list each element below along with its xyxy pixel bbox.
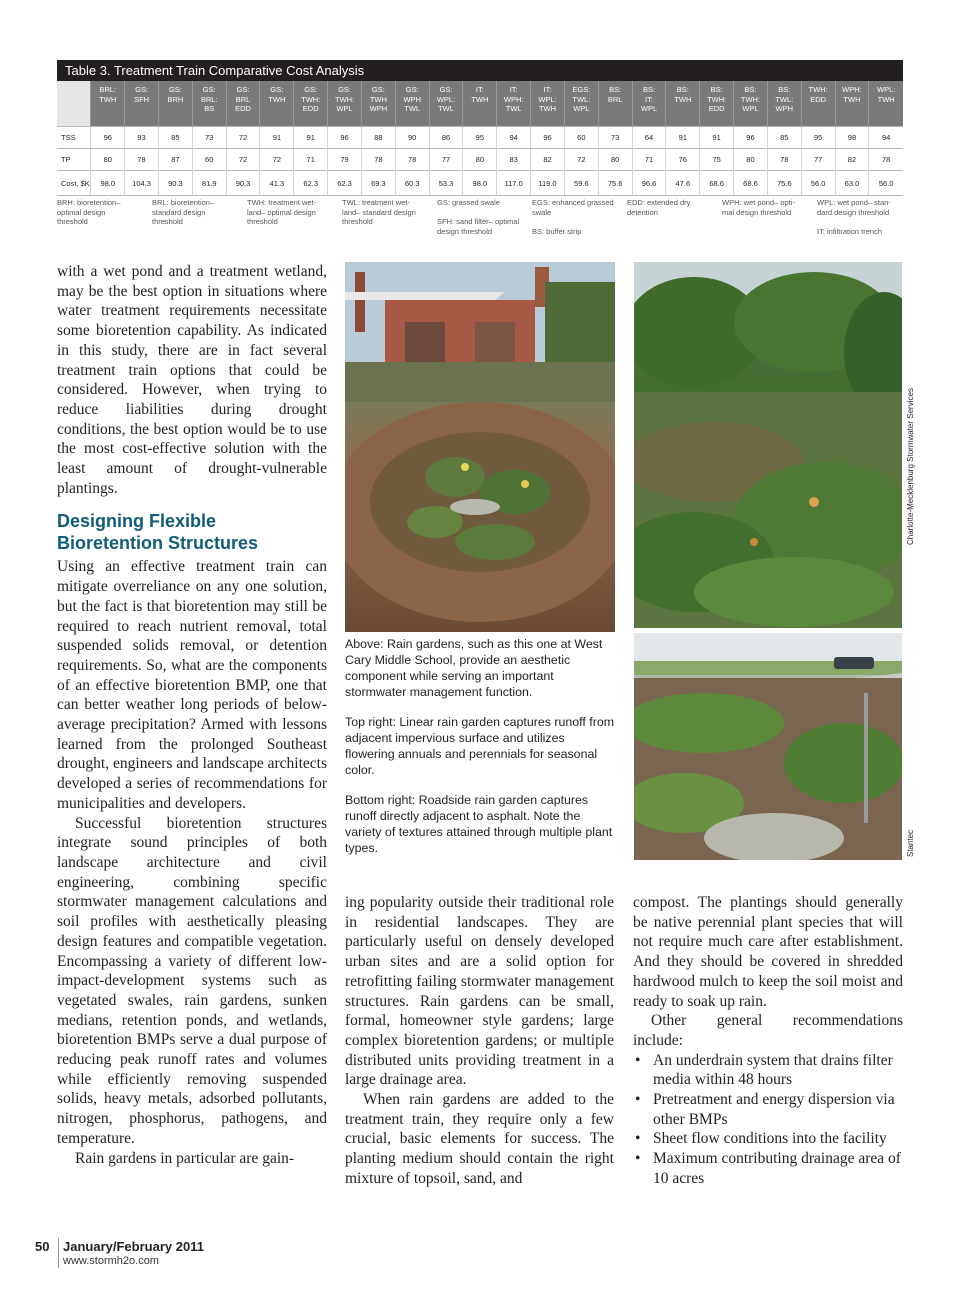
table-cell: 80 — [598, 149, 632, 171]
list-item: • Sheet flow conditions into the facility — [635, 1130, 887, 1148]
table-cell: 60.3 — [395, 171, 429, 196]
table-column-header: BRL: TWH — [91, 81, 125, 127]
list-item: • Maximum contributing drainage area of 10 acres — [635, 1150, 901, 1187]
table-cell: 76 — [666, 149, 700, 171]
photo-credit-bottom: Stantec — [906, 829, 915, 857]
legend-entry: WPL: wet pond– stan- dard design threshold IT: infiltration trench — [817, 198, 891, 236]
table-cell: 47.6 — [666, 171, 700, 196]
table-cell: 60 — [192, 149, 226, 171]
table-legend — [57, 198, 903, 238]
page-number: 50 — [35, 1239, 50, 1254]
table-cell: 68.6 — [734, 171, 768, 196]
table-column-header: BS: TWH: EDD — [700, 81, 734, 127]
table-cell: 95 — [801, 127, 835, 149]
table-cell: 78 — [767, 149, 801, 171]
legend-entry: BRH: bioretention– optimal design threshold — [57, 198, 121, 226]
table-column-header: GS: WPH TWL — [395, 81, 429, 127]
table-cell: 72 — [226, 149, 260, 171]
table-cell: 60 — [564, 127, 598, 149]
body-paragraph: Using an effective treatment train can mitigate overreliance on any one solution, but the fact is that bioretention may still be required to reach nutrient removal, total suspended solids removal, or detention requirements. So, what are the components of an effective bioretention BMP, one that can better weather long periods of below-average precipitation? Armed with lessons learned from the prolonged Southeast drought, engineers and landscape architects developed a series of recommendations for municipalities and developers. — [57, 558, 327, 812]
legend-entry: EDD: extended dry detention — [627, 198, 691, 217]
right-text-column — [633, 893, 903, 1189]
table-cell: 88 — [361, 127, 395, 149]
table-column-header: WPL: TWH — [869, 81, 903, 127]
linear-rain-garden-photo — [634, 262, 902, 628]
table-cell: 82 — [531, 149, 565, 171]
table-column-header: GS: TWH: WPL — [328, 81, 362, 127]
table-cell: 80 — [734, 149, 768, 171]
photo-credit-top: Charlotte-Mecklenburg Stormwater Services — [906, 388, 915, 545]
legend-entry: TWL: treatment wet- land– standard design threshold — [342, 198, 416, 226]
table-column-header: GS: BRH — [158, 81, 192, 127]
table-cell: 85 — [767, 127, 801, 149]
table-cell: 91 — [666, 127, 700, 149]
body-paragraph: Other general recommendations include: — [633, 1012, 903, 1049]
table-cell: 98.0 — [463, 171, 497, 196]
website-url: www.stormh2o.com — [63, 1255, 159, 1267]
table-cell: 73 — [192, 127, 226, 149]
table-cell: 71 — [294, 149, 328, 171]
table-cell: 69.3 — [361, 171, 395, 196]
row-label: TP — [57, 149, 91, 171]
middle-text-column — [345, 893, 614, 1189]
body-paragraph: Successful bioretention structures integrate sound principles of both landscape architecture and civil engineering, combining specific stormwater management calculations and soil profiles with aesthetically pleasing design features and compatible vegetation. Encompassing a variety of different low-impact-development systems such as vegetated swales, rain gardens, sunken medians, retention ponds, and wetlands, bioretention BMPs serve a dual purpose of reducing peak runoff rates and volumes while efficiently removing suspended solids, heavy metals, adsorbed pollutants, nitrogen, phosphorus, pathogens, and temperature. — [57, 814, 327, 1147]
table-cell: 72 — [260, 149, 294, 171]
table-cell: 75.6 — [767, 171, 801, 196]
table-cell: 75 — [700, 149, 734, 171]
table-cell: 83 — [497, 149, 531, 171]
row-label: TSS — [57, 127, 91, 149]
table-cell: 104.3 — [125, 171, 159, 196]
left-text-column — [57, 262, 327, 1168]
body-paragraph: ing popularity outside their traditional role in residential landscapes. They are particularly useful on densely developed urban sites and are a solid option for retrofitting failing stormwater management structures. Rain gardens can be small, formal, homeowner style gardens; large complex bioretention gardens; or multiple distributed units providing treatment in a large drainage area. — [345, 894, 614, 1089]
table-cell: 91 — [294, 127, 328, 149]
table-cell: 90.3 — [158, 171, 192, 196]
table-column-header: BS: TWL: WPH — [767, 81, 801, 127]
table-cell: 94 — [497, 127, 531, 149]
cost-table-grid — [57, 81, 903, 196]
row-label: Cost, $K — [57, 171, 91, 196]
table-row — [57, 149, 903, 171]
table-column-header: BS: TWH: WPL — [734, 81, 768, 127]
table-cell: 72 — [564, 149, 598, 171]
table-column-header: TWH: EDD — [801, 81, 835, 127]
table-cell: 71 — [632, 149, 666, 171]
table-cell: 85 — [158, 127, 192, 149]
table-header-row — [57, 81, 903, 127]
table-column-header: GS: TWH WPH — [361, 81, 395, 127]
table-column-header: BS: BRL — [598, 81, 632, 127]
table-cell: 96 — [734, 127, 768, 149]
table-cell: 62.3 — [294, 171, 328, 196]
table-column-header: GS: TWH — [260, 81, 294, 127]
table-cell: 98 — [835, 127, 869, 149]
table-cell: 78 — [361, 149, 395, 171]
table-cell: 78 — [869, 149, 903, 171]
table-title: Table 3. Treatment Train Comparative Cost Analysis — [57, 60, 903, 81]
table-column-header: GS: TWH: EDD — [294, 81, 328, 127]
table-cell: 82 — [835, 149, 869, 171]
table-column-header: GS: WPL: TWL — [429, 81, 463, 127]
caption-bottom-right: Bottom right: Roadside rain garden captures runoff directly adjacent to asphalt. Note the variety of textures attained through multiple plant types. — [345, 793, 613, 855]
legend-entry: TWH: treatment wet- land– optimal design threshold — [247, 198, 317, 226]
table-cell: 64 — [632, 127, 666, 149]
table-cell: 53.3 — [429, 171, 463, 196]
table-cell: 119.0 — [531, 171, 565, 196]
list-item: • Pretreatment and energy dispersion via other BMPs — [635, 1091, 895, 1128]
table-column-header: GS: BRL EDD — [226, 81, 260, 127]
table-cell: 95 — [463, 127, 497, 149]
table-cell: 77 — [801, 149, 835, 171]
linear-garden-illustration — [634, 262, 902, 628]
table-cell: 59.6 — [564, 171, 598, 196]
table-cell: 91 — [260, 127, 294, 149]
table-cell: 62.3 — [328, 171, 362, 196]
table-cell: 77 — [429, 149, 463, 171]
table-row — [57, 171, 903, 196]
table-cell: 98.0 — [91, 171, 125, 196]
roadside-garden-illustration — [634, 633, 902, 860]
body-paragraph: with a wet pond and a treatment wetland, may be the best option in situations where water treatment requirements necessitate some bioretention capability. As indicated in this study, there are in fact several treatment train options that could be considered. However, when trying to reduce liabilities during drought conditions, the best option would be to use the most cost-effective solution with the least amount of drought-vulnerable plantings. — [57, 263, 327, 497]
table-row — [57, 127, 903, 149]
table-cell: 56.0 — [801, 171, 835, 196]
cost-analysis-table — [57, 60, 903, 238]
table-column-header: GS: SFH — [125, 81, 159, 127]
caption-top-right: Top right: Linear rain garden captures runoff from adjacent impervious surface and utilizes flowering annuals and perennials for seasonal color. — [345, 715, 615, 777]
table-cell: 96 — [531, 127, 565, 149]
caption-above: Above: Rain gardens, such as this one at West Cary Middle School, provide an aesthetic component while serving an important stormwater management function. — [345, 637, 603, 699]
table-column-header: IT: WPL: TWH — [531, 81, 565, 127]
table-cell: 63.0 — [835, 171, 869, 196]
table-cell: 87 — [158, 149, 192, 171]
table-column-header: GS: BRL: BS — [192, 81, 226, 127]
table-cell: 80 — [91, 149, 125, 171]
body-paragraph: When rain gardens are added to the treatment train, they require only a few crucial, basic elements for success. The planting medium should contain the right mixture of topsoil, sand, and — [345, 1091, 614, 1187]
table-cell: 75.6 — [598, 171, 632, 196]
list-item: • An underdrain system that drains filter media within 48 hours — [635, 1051, 893, 1089]
table-cell: 72 — [226, 127, 260, 149]
table-cell: 94 — [869, 127, 903, 149]
section-heading: Designing Flexible Bioretention Structures — [57, 511, 259, 554]
table-column-header: EGS: TWL: WPL — [564, 81, 598, 127]
recommendations-list — [633, 1051, 903, 1189]
table-cell: 81.9 — [192, 171, 226, 196]
table-cell: 117.0 — [497, 171, 531, 196]
table-cell: 78 — [395, 149, 429, 171]
table-cell: 90.3 — [226, 171, 260, 196]
legend-entry: WPH: wet pond– opti- mal design threshold — [722, 198, 795, 217]
table-column-header: WPH: TWH — [835, 81, 869, 127]
school-garden-illustration — [345, 262, 615, 632]
table-cell: 80 — [463, 149, 497, 171]
table-cell: 96 — [91, 127, 125, 149]
rain-garden-school-photo — [345, 262, 615, 632]
table-cell: 91 — [700, 127, 734, 149]
roadside-rain-garden-photo — [634, 633, 902, 860]
legend-entry: GS: grassed swale SFH: sand filter– optimal design threshold — [437, 198, 520, 236]
table-column-header: IT: WPH: TWL — [497, 81, 531, 127]
photo-captions — [345, 636, 615, 870]
table-column-header: BS: IT: WPL — [632, 81, 666, 127]
body-paragraph: Rain gardens in particular are gain- — [75, 1149, 295, 1167]
body-paragraph: compost. The plantings should generally be native perennial plant species that will not require much care after establishment. And they should be covered in shredded hardwood mulch to keep the soil moist and ready to soak up rain. — [633, 894, 903, 1010]
table-column-header: IT: TWH — [463, 81, 497, 127]
table-cell: 79 — [328, 149, 362, 171]
table-cell: 41.3 — [260, 171, 294, 196]
table-column-header: BS: TWH — [666, 81, 700, 127]
table-cell: 78 — [125, 149, 159, 171]
issue-date: January/February 2011 — [63, 1239, 204, 1254]
table-cell: 93 — [125, 127, 159, 149]
table-cell: 96.6 — [632, 171, 666, 196]
table-cell: 56.0 — [869, 171, 903, 196]
table-cell: 86 — [429, 127, 463, 149]
legend-entry: EGS: enhanced grassed swale BS: buffer strip — [532, 198, 614, 236]
table-cell: 96 — [328, 127, 362, 149]
table-cell: 90 — [395, 127, 429, 149]
table-corner-cell — [57, 81, 91, 127]
legend-entry: BRL: bioretention– standard design threshold — [152, 198, 215, 226]
table-cell: 68.6 — [700, 171, 734, 196]
table-cell: 73 — [598, 127, 632, 149]
footer-divider — [58, 1238, 59, 1268]
